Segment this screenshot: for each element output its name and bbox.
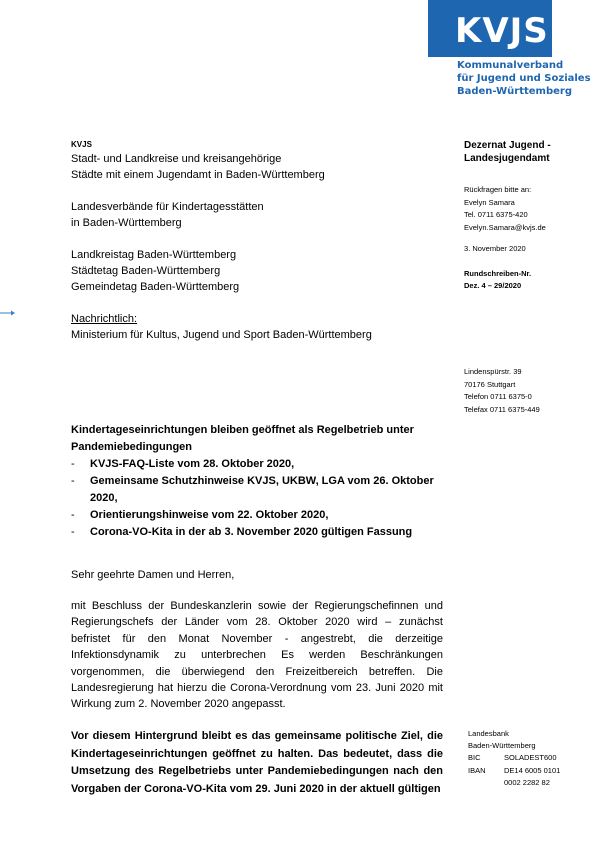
recipient-line: Landesverbände für Kindertagesstätten xyxy=(71,201,264,213)
bic-label: BIC xyxy=(468,753,481,763)
bic-value: SOLADEST600 xyxy=(504,753,557,763)
letter-date: 3. November 2020 xyxy=(464,244,526,253)
iban-label: IBAN xyxy=(468,765,486,775)
department-line: Dezernat Jugend - xyxy=(464,140,551,151)
bullet-text: Corona-VO-Kita in der ab 3. November 2020 gültigen Fassung xyxy=(90,526,413,538)
department-line: Landesjugendamt xyxy=(464,153,550,164)
recipient-line: Städtetag Baden-Württemberg xyxy=(71,265,221,277)
circular-number xyxy=(464,268,531,292)
recipient-line: Landkreistag Baden-Württemberg xyxy=(71,249,237,261)
logo-line: Baden-Württemberg xyxy=(457,86,573,97)
body-paragraph-bold: Vor diesem Hintergrund bleibt es das gemeinsame politische Ziel, die Kindertageseinrichtungen geöffnet zu halten. Das bedeutet, dass die Umsetzung des Regelbetriebs unter Pandemiebedingungen nach den Vorgaben der Corona-VO-Kita vom 29. Juni 2020 in der aktuell gültigen xyxy=(71,730,443,795)
spacer xyxy=(468,777,504,789)
bullet-text: Gemeinsame Schutzhinweise KVJS, UKBW, LGA vom 26. Oktober 2020, xyxy=(90,475,434,504)
bic-row xyxy=(468,752,560,764)
contact-line: Evelyn Samara xyxy=(464,197,515,207)
bullet-mark: - xyxy=(71,526,75,538)
recipient-line: Städte mit einem Jugendamt in Baden-Württemberg xyxy=(71,169,325,181)
subject-block xyxy=(71,422,441,541)
salutation: Sehr geehrte Damen und Herren, xyxy=(71,569,235,581)
contact-email: Evelyn.Samara@kvjs.de xyxy=(464,222,546,232)
recipient-line: Gemeindetag Baden-Württemberg xyxy=(71,281,240,293)
bullet-text: KVJS-FAQ-Liste vom 28. Oktober 2020, xyxy=(90,458,295,470)
contact-block xyxy=(464,184,546,234)
recipient-group xyxy=(71,151,325,183)
address-line: Telefax 0711 6375-449 xyxy=(464,404,540,414)
circular-value: Dez. 4 – 29/2020 xyxy=(464,281,522,290)
bullet-mark: - xyxy=(71,458,75,470)
bank-name: Baden-Württemberg xyxy=(468,741,536,751)
bullet-text: Orientierungshinweise vom 22. Oktober 2020, xyxy=(90,509,329,521)
recipient-line: Stadt- und Landkreise und kreisangehörige xyxy=(71,153,282,165)
subject-bullet xyxy=(71,456,441,473)
logo-line: für Jugend und Soziales xyxy=(457,73,591,84)
cc-label: Nachrichtlich: xyxy=(71,313,138,325)
recipient-line: in Baden-Württemberg xyxy=(71,217,182,229)
iban-row xyxy=(468,765,560,777)
address-line: Lindenspürstr. 39 xyxy=(464,367,522,376)
bank-name: Landesbank xyxy=(468,729,509,738)
circular-label: Rundschreiben-Nr. xyxy=(464,269,532,278)
office-address xyxy=(464,366,540,416)
contact-line: Rückfragen bitte an: xyxy=(464,185,532,194)
subject-bullet xyxy=(71,473,441,507)
cc-recipient: Ministerium für Kultus, Jugend und Sport Baden-Württemberg xyxy=(71,329,372,341)
logo-organization-name xyxy=(457,59,591,98)
body-paragraph: mit Beschluss der Bundeskanzlerin sowie der Regierungschefinnen und Regierungschefs der Länder vom 28. Oktober 2020 wird – zunächst befristet für den Monat November - angestrebt, die derzeitige Infektionsdynamik zu unterbrechen Es werden Beschränkungen vorgenommen, die überwiegend den Freizeitbereich betreffen. Die Landesregierung hat hierzu die Corona-Verordnung vom 23. Juni 2020 mit Wirkung zum 2. November 2020 angepasst. xyxy=(71,600,443,711)
logo-line: Kommunalverband xyxy=(457,60,564,71)
contact-line: Tel. 0711 6375-420 xyxy=(464,210,528,219)
subject-bullet xyxy=(71,524,441,541)
subject-title: Kindertageseinrichtungen bleiben geöffnet als Regelbetrieb unter Pandemiebedingungen xyxy=(71,424,414,453)
bank-details xyxy=(468,728,560,789)
cc-block xyxy=(71,311,372,343)
recipient-group xyxy=(71,199,264,231)
address-line: Telefon 0711 6375-0 xyxy=(464,392,532,401)
bullet-mark: - xyxy=(71,509,75,521)
address-line: 70176 Stuttgart xyxy=(464,379,516,389)
iban-value: 0002 2282 82 xyxy=(504,777,550,787)
department xyxy=(464,139,551,165)
iban-row-cont xyxy=(468,777,560,789)
recipient-group xyxy=(71,247,239,295)
sender-short: KVJS xyxy=(71,140,92,149)
iban-value: DE14 6005 0101 xyxy=(504,765,561,775)
bullet-mark: - xyxy=(71,475,75,487)
margin-arrow-icon xyxy=(0,309,16,317)
subject-bullet xyxy=(71,507,441,524)
logo-wordmark: KVJS xyxy=(455,11,549,51)
